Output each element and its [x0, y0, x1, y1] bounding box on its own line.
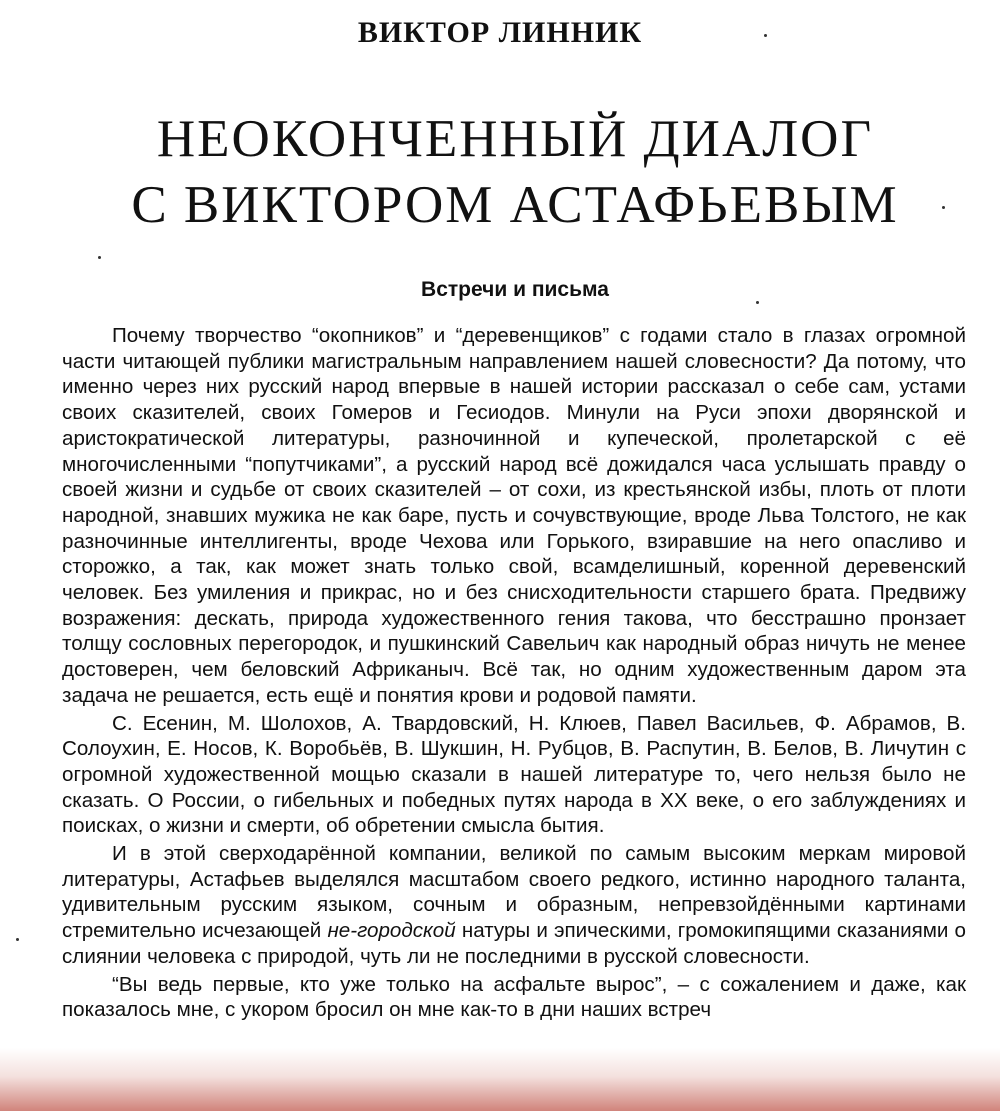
scan-speck	[756, 301, 759, 304]
paragraph-1: Почему творчество “окопников” и “деревенщиков” с годами стало в глазах огромной части читающей публики магистральным направлением нашей словесности? Да потому, что именно через них русский народ впервые в нашей истории рассказал о себе сам, устами своих сказителей, своих Гомеров и Гесиодов. Минули на Руси эпохи дворянской и аристократической литературы, разночинной и купеческой, пролетарской с её многочисленными “попутчиками”, а русский народ всё дожидался часа услышать правду о своей жизни и судьбе от своих сказителей – от сохи, из крестьянской избы, плоть от плоти народной, знавших мужика не как баре, пусть и сочувствующие, вроде Льва Толстого, не как разночинные интеллигенты, вроде Чехова или Горького, взиравшие на него опасливо и сторожко, а так, как может знать только свой, всамделишный, коренной деревенский человек. Без умиления и прикрас, но и без снисходительности старшего брата. Предвижу возражения: дескать, природа художественного гения такова, что бесстрашно пронзает толщу сословных перегородок, и пушкинский Савельич как народный образ ничуть не менее достоверен, чем беловский Африканыч. Всё так, но одним художественным даром эта задача не решается, есть ещё и понятия крови и родовой памяти.	[62, 324, 966, 707]
paragraph-3-text-a: И в этой сверходарённой компании, великой по самым высоким меркам мировой литературы, Астафьев выделялся масштабом своего редкого, истинно народного таланта, удивительным русским языком, сочным и образным, непревзойдёнными картинами стремительно исчезающей	[62, 842, 966, 943]
bottom-scan-fade	[0, 1048, 1000, 1111]
paragraph-3	[62, 841, 966, 970]
paragraph-3-text-b: натуры и эпическими, громокипящими сказаниями о слиянии человека с природой, чуть ли не последними в русской словесности.	[62, 919, 966, 968]
article-subtitle: Встречи и письма	[421, 278, 609, 301]
paragraph-2: С. Есенин, М. Шолохов, А. Твардовский, Н. Клюев, Павел Васильев, Ф. Абрамов, В. Солоухин, Е. Носов, К. Воробьёв, В. Шукшин, Н. Рубцов, В. Распутин, В. Белов, В. Личутин с огромной художественной мощью сказали в нашей литературе то, чего нельзя было не сказать. О России, о гибельных и победных путях народа в XX веке, о его заблуждениях и поисках, о жизни и смерти, об обретении смысла бытия.	[62, 711, 966, 838]
paragraph-4: “Вы ведь первые, кто уже только на асфальте вырос”, – с сожалением и даже, как показалось мне, с укором бросил он мне как-то в дни наших встреч	[62, 972, 966, 1022]
scan-speck	[16, 938, 19, 941]
scan-speck	[98, 256, 101, 259]
title-line-2: С ВИКТОРОМ АСТАФЬЕВЫМ	[131, 176, 899, 234]
article-body	[62, 323, 966, 1023]
article-title	[100, 106, 930, 238]
scan-speck	[942, 206, 945, 209]
title-line-1: НЕОКОНЧЕННЫЙ ДИАЛОГ	[156, 110, 874, 168]
scan-speck	[764, 34, 767, 37]
paragraph-3-italic: не-городской	[327, 919, 456, 943]
author-name: ВИКТОР ЛИННИК	[357, 16, 643, 49]
